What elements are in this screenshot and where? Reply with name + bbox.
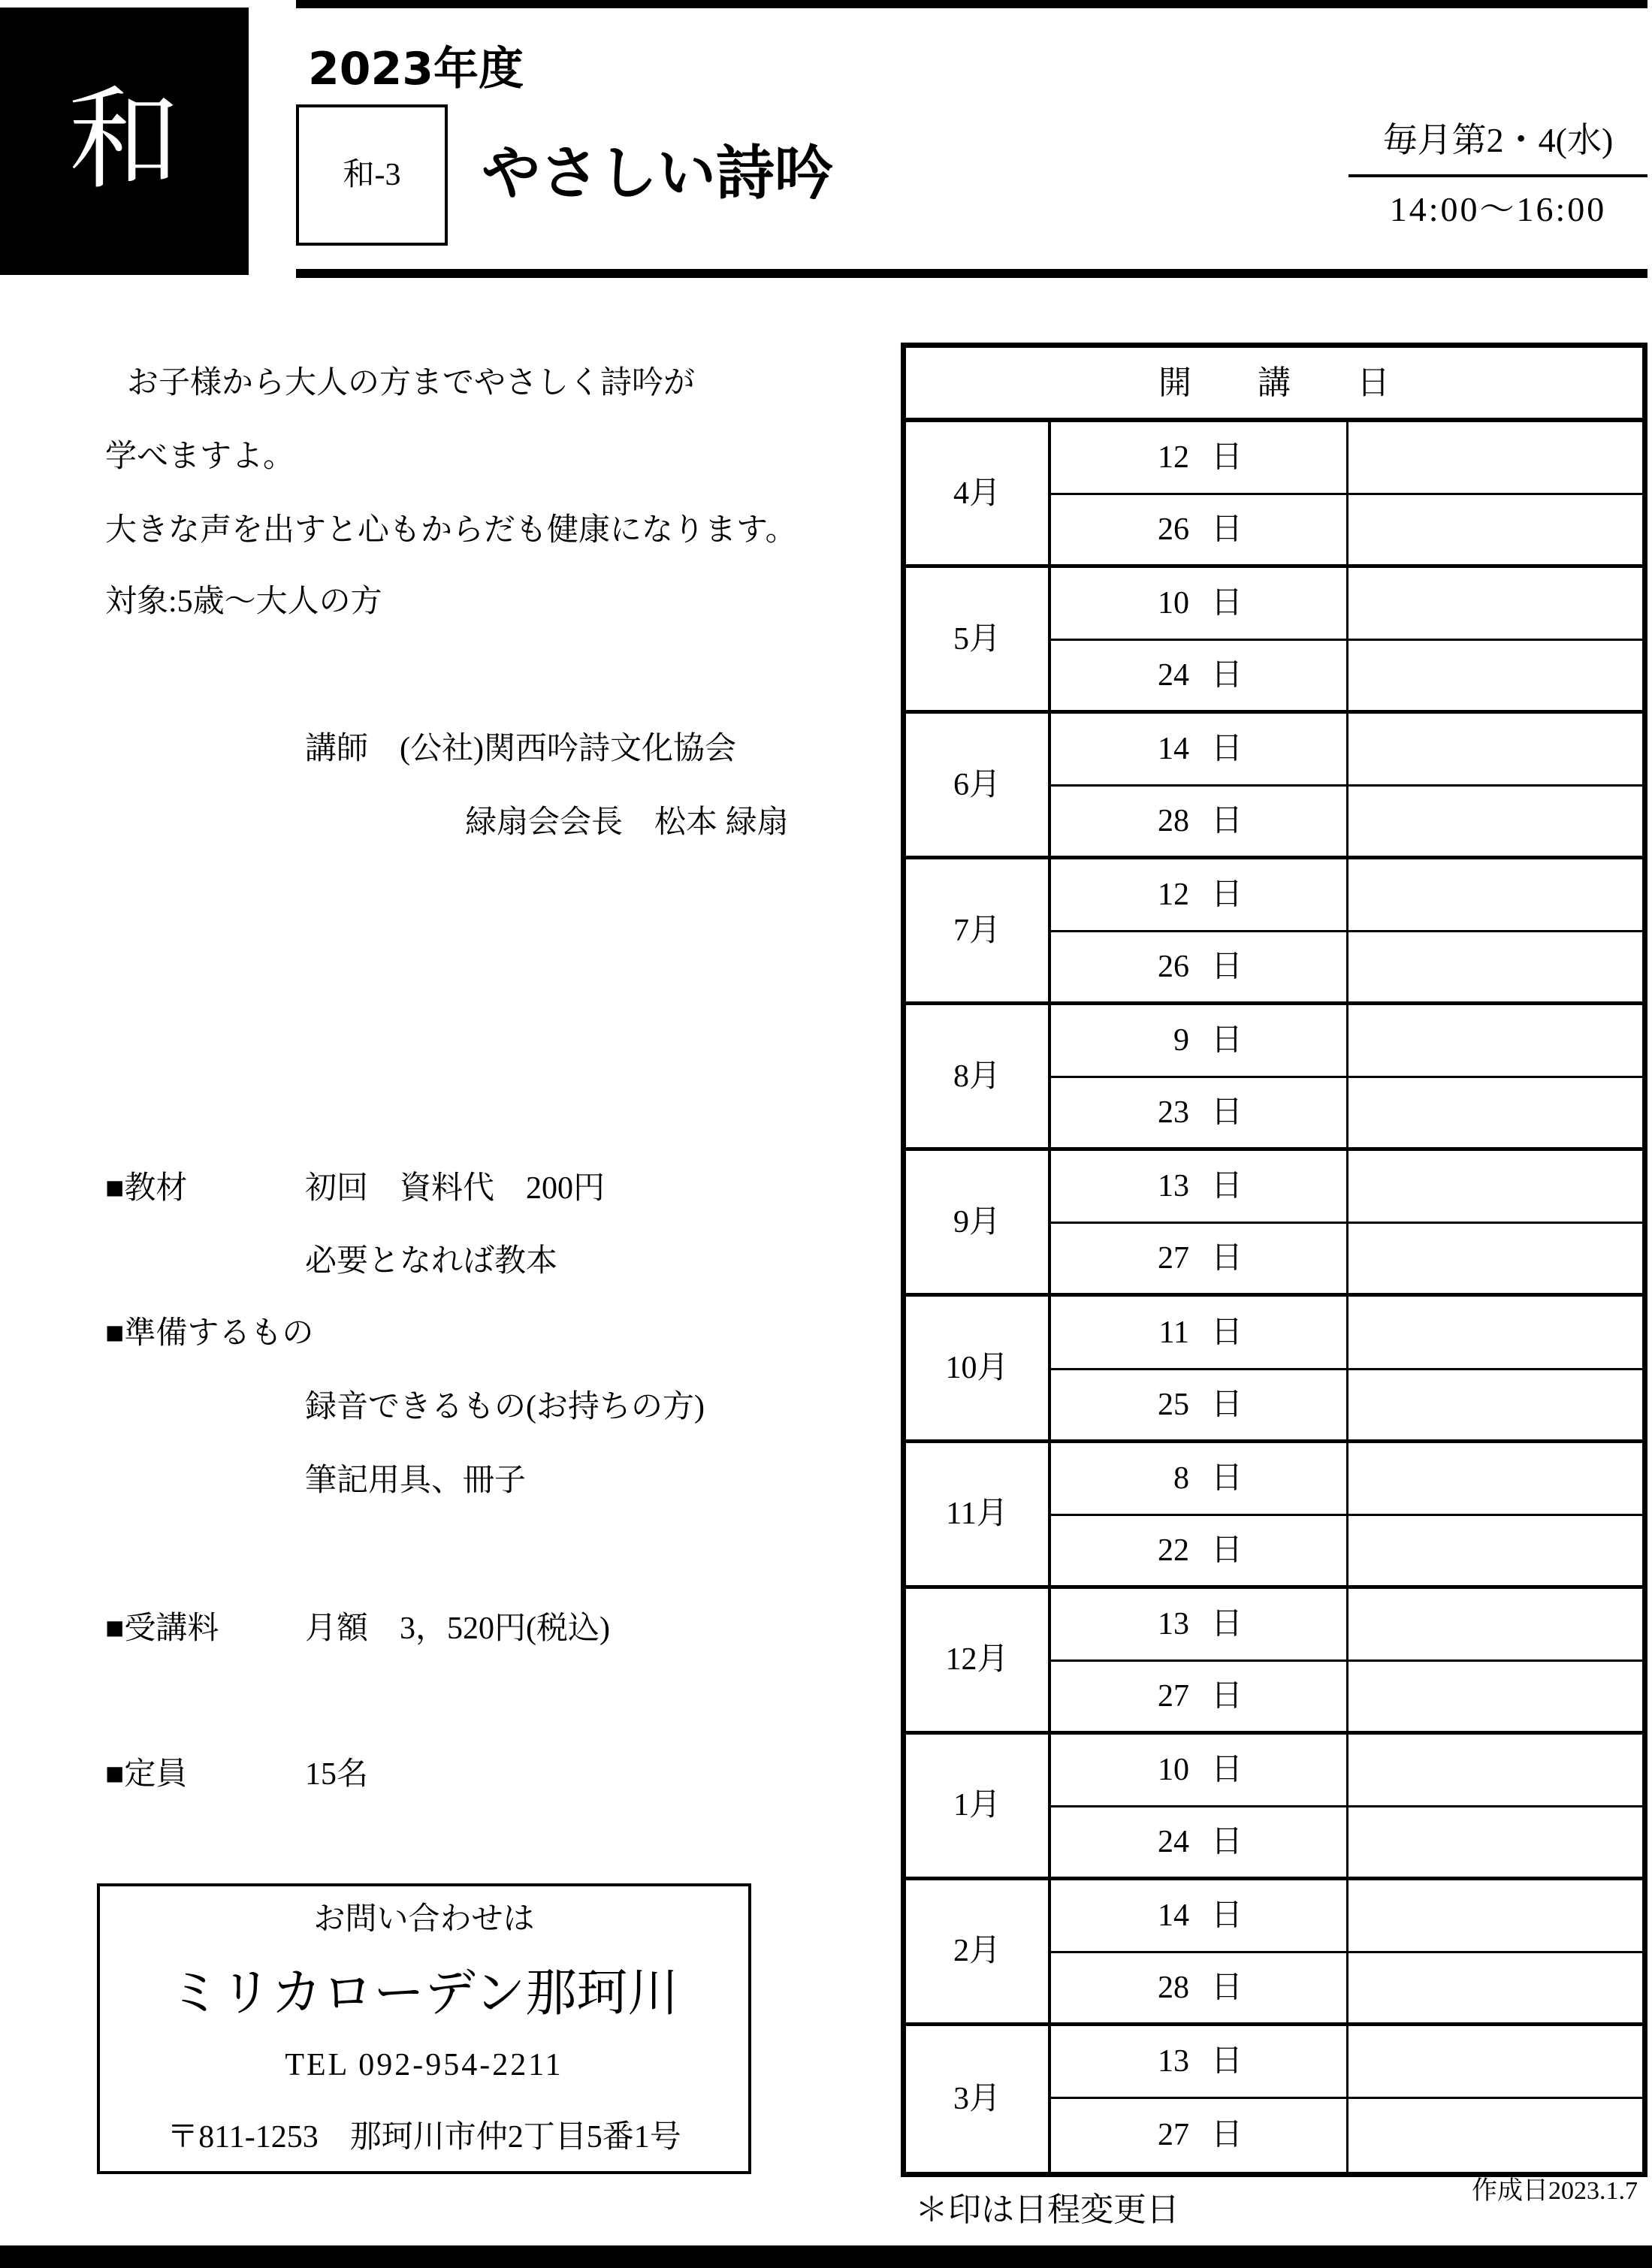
- schedule-change-note: ＊印は日程変更日: [915, 2191, 1179, 2228]
- day-cell: [1051, 641, 1348, 714]
- course-code: 和-3: [343, 158, 401, 192]
- capacity-label: ■定員: [105, 1757, 188, 1792]
- intro-line: お子様から大人の方までやさしく詩吟が: [127, 366, 696, 400]
- month-cell: [906, 1735, 1051, 1880]
- contact-heading: お問い合わせは: [313, 1902, 535, 1937]
- day-suffix: 日: [1211, 658, 1243, 693]
- day-cell: [1051, 1516, 1348, 1589]
- day-suffix: 日: [1211, 1241, 1243, 1276]
- day-number: 12: [1158, 440, 1189, 476]
- fee-value: 月額 3，520円(税込): [305, 1611, 610, 1646]
- day-suffix: 日: [1211, 1606, 1243, 1641]
- contact-venue: ミリカローデン那珂川: [169, 1964, 679, 2022]
- month-cell: [906, 1589, 1051, 1735]
- day-cell: [1051, 932, 1348, 1005]
- day-suffix: 日: [1211, 1095, 1243, 1131]
- contact-box: [97, 1883, 751, 2174]
- day-number: 24: [1158, 658, 1189, 693]
- month-cell: [906, 1880, 1051, 2026]
- day-suffix: 日: [1211, 1169, 1243, 1204]
- month-label: 12月: [945, 1642, 1009, 1678]
- day-number: 28: [1158, 1970, 1189, 2005]
- day-suffix: 日: [1211, 440, 1243, 476]
- materials-label: ■教材: [105, 1171, 188, 1206]
- remark-cell: [1348, 1370, 1642, 1443]
- month-cell: [906, 1443, 1051, 1589]
- intro-line: 大きな声を出すと心もからだも健康になります。: [105, 513, 797, 548]
- day-number: 12: [1158, 877, 1189, 913]
- month-cell: [906, 859, 1051, 1005]
- day-suffix: 日: [1211, 1533, 1243, 1568]
- day-suffix: 日: [1211, 1898, 1243, 1933]
- day-suffix: 日: [1211, 2043, 1243, 2079]
- instructor-name: 緑扇会会長 松本 緑扇: [465, 805, 789, 840]
- day-cell: [1051, 2099, 1348, 2172]
- remark-cell: [1348, 1443, 1642, 1516]
- time-text: 14:00～16:00: [1389, 190, 1607, 228]
- created-date: 作成日2023.1.7: [1472, 2177, 1638, 2205]
- day-suffix: 日: [1211, 804, 1243, 839]
- month-cell: [906, 568, 1051, 714]
- day-cell: [1051, 1297, 1348, 1370]
- materials-value: 初回 資料代 200円: [305, 1171, 606, 1206]
- day-number: 27: [1158, 1678, 1189, 1714]
- day-number: 9: [1173, 1023, 1189, 1059]
- remark-cell: [1348, 1735, 1642, 1807]
- day-number: 23: [1158, 1095, 1189, 1131]
- month-cell: [906, 1005, 1051, 1151]
- day-number: 14: [1158, 1898, 1189, 1933]
- day-number: 28: [1158, 804, 1189, 839]
- header-top-rule: [296, 0, 1647, 8]
- supplies-label: ■準備するもの: [105, 1316, 314, 1351]
- contact-address: 〒811-1253 那珂川市仲2丁目5番1号: [167, 2120, 681, 2155]
- day-cell: [1051, 1078, 1348, 1151]
- month-label: 6月: [953, 767, 1001, 802]
- day-number: 14: [1158, 732, 1189, 767]
- day-cell: [1051, 1807, 1348, 1880]
- day-number: 13: [1158, 1606, 1189, 1641]
- remark-cell: [1348, 1662, 1642, 1735]
- course-title: やさしい詩吟: [482, 140, 834, 207]
- remark-cell: [1348, 641, 1642, 714]
- month-label: 7月: [953, 913, 1001, 948]
- day-suffix: 日: [1211, 1678, 1243, 1714]
- day-suffix: 日: [1211, 512, 1243, 548]
- day-cell: [1051, 787, 1348, 859]
- header-bottom-rule: [296, 269, 1647, 278]
- day-number: 22: [1158, 1533, 1189, 1568]
- contact-phone: TEL 092-954-2211: [285, 2048, 563, 2082]
- day-suffix: 日: [1211, 1824, 1243, 1859]
- day-suffix: 日: [1211, 877, 1243, 913]
- day-suffix: 日: [1211, 1970, 1243, 2005]
- footer-bar: [0, 2245, 1652, 2268]
- day-cell: [1051, 1443, 1348, 1516]
- day-cell: [1051, 714, 1348, 787]
- day-cell: [1051, 1953, 1348, 2026]
- schedule-table: [901, 343, 1647, 2177]
- remark-cell: [1348, 1078, 1642, 1151]
- course-code-box: [296, 104, 448, 246]
- day-suffix: 日: [1211, 1460, 1243, 1496]
- day-cell: [1051, 859, 1348, 932]
- day-number: 10: [1158, 586, 1189, 621]
- day-number: 11: [1158, 1315, 1189, 1350]
- month-cell: [906, 422, 1051, 568]
- month-label: 3月: [953, 2081, 1001, 2116]
- remark-cell: [1348, 1297, 1642, 1370]
- month-label: 8月: [953, 1059, 1001, 1094]
- month-label: 11月: [946, 1496, 1008, 1532]
- remark-cell: [1348, 1953, 1642, 2026]
- fee-label: ■受講料: [105, 1611, 219, 1646]
- day-suffix: 日: [1211, 586, 1243, 621]
- remark-cell: [1348, 714, 1642, 787]
- day-number: 27: [1158, 1241, 1189, 1276]
- day-number: 13: [1158, 2043, 1189, 2079]
- materials-value: 必要となれば教本: [305, 1244, 558, 1279]
- day-number: 10: [1158, 1752, 1189, 1787]
- day-number: 13: [1158, 1169, 1189, 1204]
- day-number: 26: [1158, 512, 1189, 548]
- supplies-value: 筆記用具、冊子: [305, 1463, 527, 1498]
- day-cell: [1051, 1589, 1348, 1662]
- month-cell: [906, 2026, 1051, 2172]
- target-audience: 対象:5歳～大人の方: [105, 584, 382, 619]
- month-cell: [906, 714, 1051, 859]
- remark-cell: [1348, 1807, 1642, 1880]
- schedule-text: 毎月第2・4(水): [1382, 121, 1614, 159]
- day-cell: [1051, 1370, 1348, 1443]
- remark-cell: [1348, 1224, 1642, 1297]
- remark-cell: [1348, 1516, 1642, 1589]
- month-label: 5月: [953, 621, 1001, 657]
- day-cell: [1051, 1005, 1348, 1078]
- month-cell: [906, 1297, 1051, 1442]
- day-suffix: 日: [1211, 732, 1243, 767]
- day-cell: [1051, 568, 1348, 641]
- day-cell: [1051, 422, 1348, 495]
- day-number: 27: [1158, 2118, 1189, 2153]
- day-cell: [1051, 1151, 1348, 1224]
- month-label: 10月: [945, 1351, 1009, 1386]
- month-label: 4月: [953, 476, 1001, 511]
- day-number: 25: [1158, 1387, 1189, 1422]
- day-cell: [1051, 2026, 1348, 2099]
- day-suffix: 日: [1211, 1387, 1243, 1422]
- instructor-organization: 講師 (公社)関西吟詩文化協会: [305, 732, 736, 766]
- day-number: 26: [1158, 950, 1189, 985]
- day-suffix: 日: [1211, 950, 1243, 985]
- table-header: 開 講 日: [906, 348, 1642, 422]
- remark-cell: [1348, 932, 1642, 1005]
- day-suffix: 日: [1211, 1315, 1243, 1350]
- day-cell: [1051, 495, 1348, 568]
- remark-cell: [1348, 787, 1642, 859]
- remark-cell: [1348, 1589, 1642, 1662]
- remark-cell: [1348, 1005, 1642, 1078]
- intro-line: 学べますよ。: [105, 439, 295, 474]
- day-cell: [1051, 1224, 1348, 1297]
- day-number: 8: [1173, 1460, 1189, 1496]
- remark-cell: [1348, 1151, 1642, 1224]
- day-number: 24: [1158, 1824, 1189, 1859]
- category-block: [0, 8, 249, 275]
- month-label: 2月: [953, 1934, 1001, 1969]
- fiscal-year: 2023年度: [308, 43, 524, 95]
- day-cell: [1051, 1735, 1348, 1807]
- capacity-value: 15名: [305, 1757, 369, 1792]
- month-label: 9月: [953, 1204, 1001, 1240]
- day-suffix: 日: [1211, 1752, 1243, 1787]
- supplies-value: 録音できるもの(お持ちの方): [305, 1390, 705, 1424]
- category-mark: 和: [68, 80, 180, 203]
- month-cell: [906, 1151, 1051, 1297]
- remark-cell: [1348, 2099, 1642, 2172]
- remark-cell: [1348, 495, 1642, 568]
- day-cell: [1051, 1880, 1348, 1953]
- remark-cell: [1348, 1880, 1642, 1953]
- time-divider-rule: [1348, 174, 1647, 177]
- day-cell: [1051, 1662, 1348, 1735]
- day-suffix: 日: [1211, 1023, 1243, 1059]
- remark-cell: [1348, 568, 1642, 641]
- day-suffix: 日: [1211, 2118, 1243, 2153]
- remark-cell: [1348, 422, 1642, 495]
- remark-cell: [1348, 859, 1642, 932]
- month-label: 1月: [953, 1788, 1001, 1823]
- remark-cell: [1348, 2026, 1642, 2099]
